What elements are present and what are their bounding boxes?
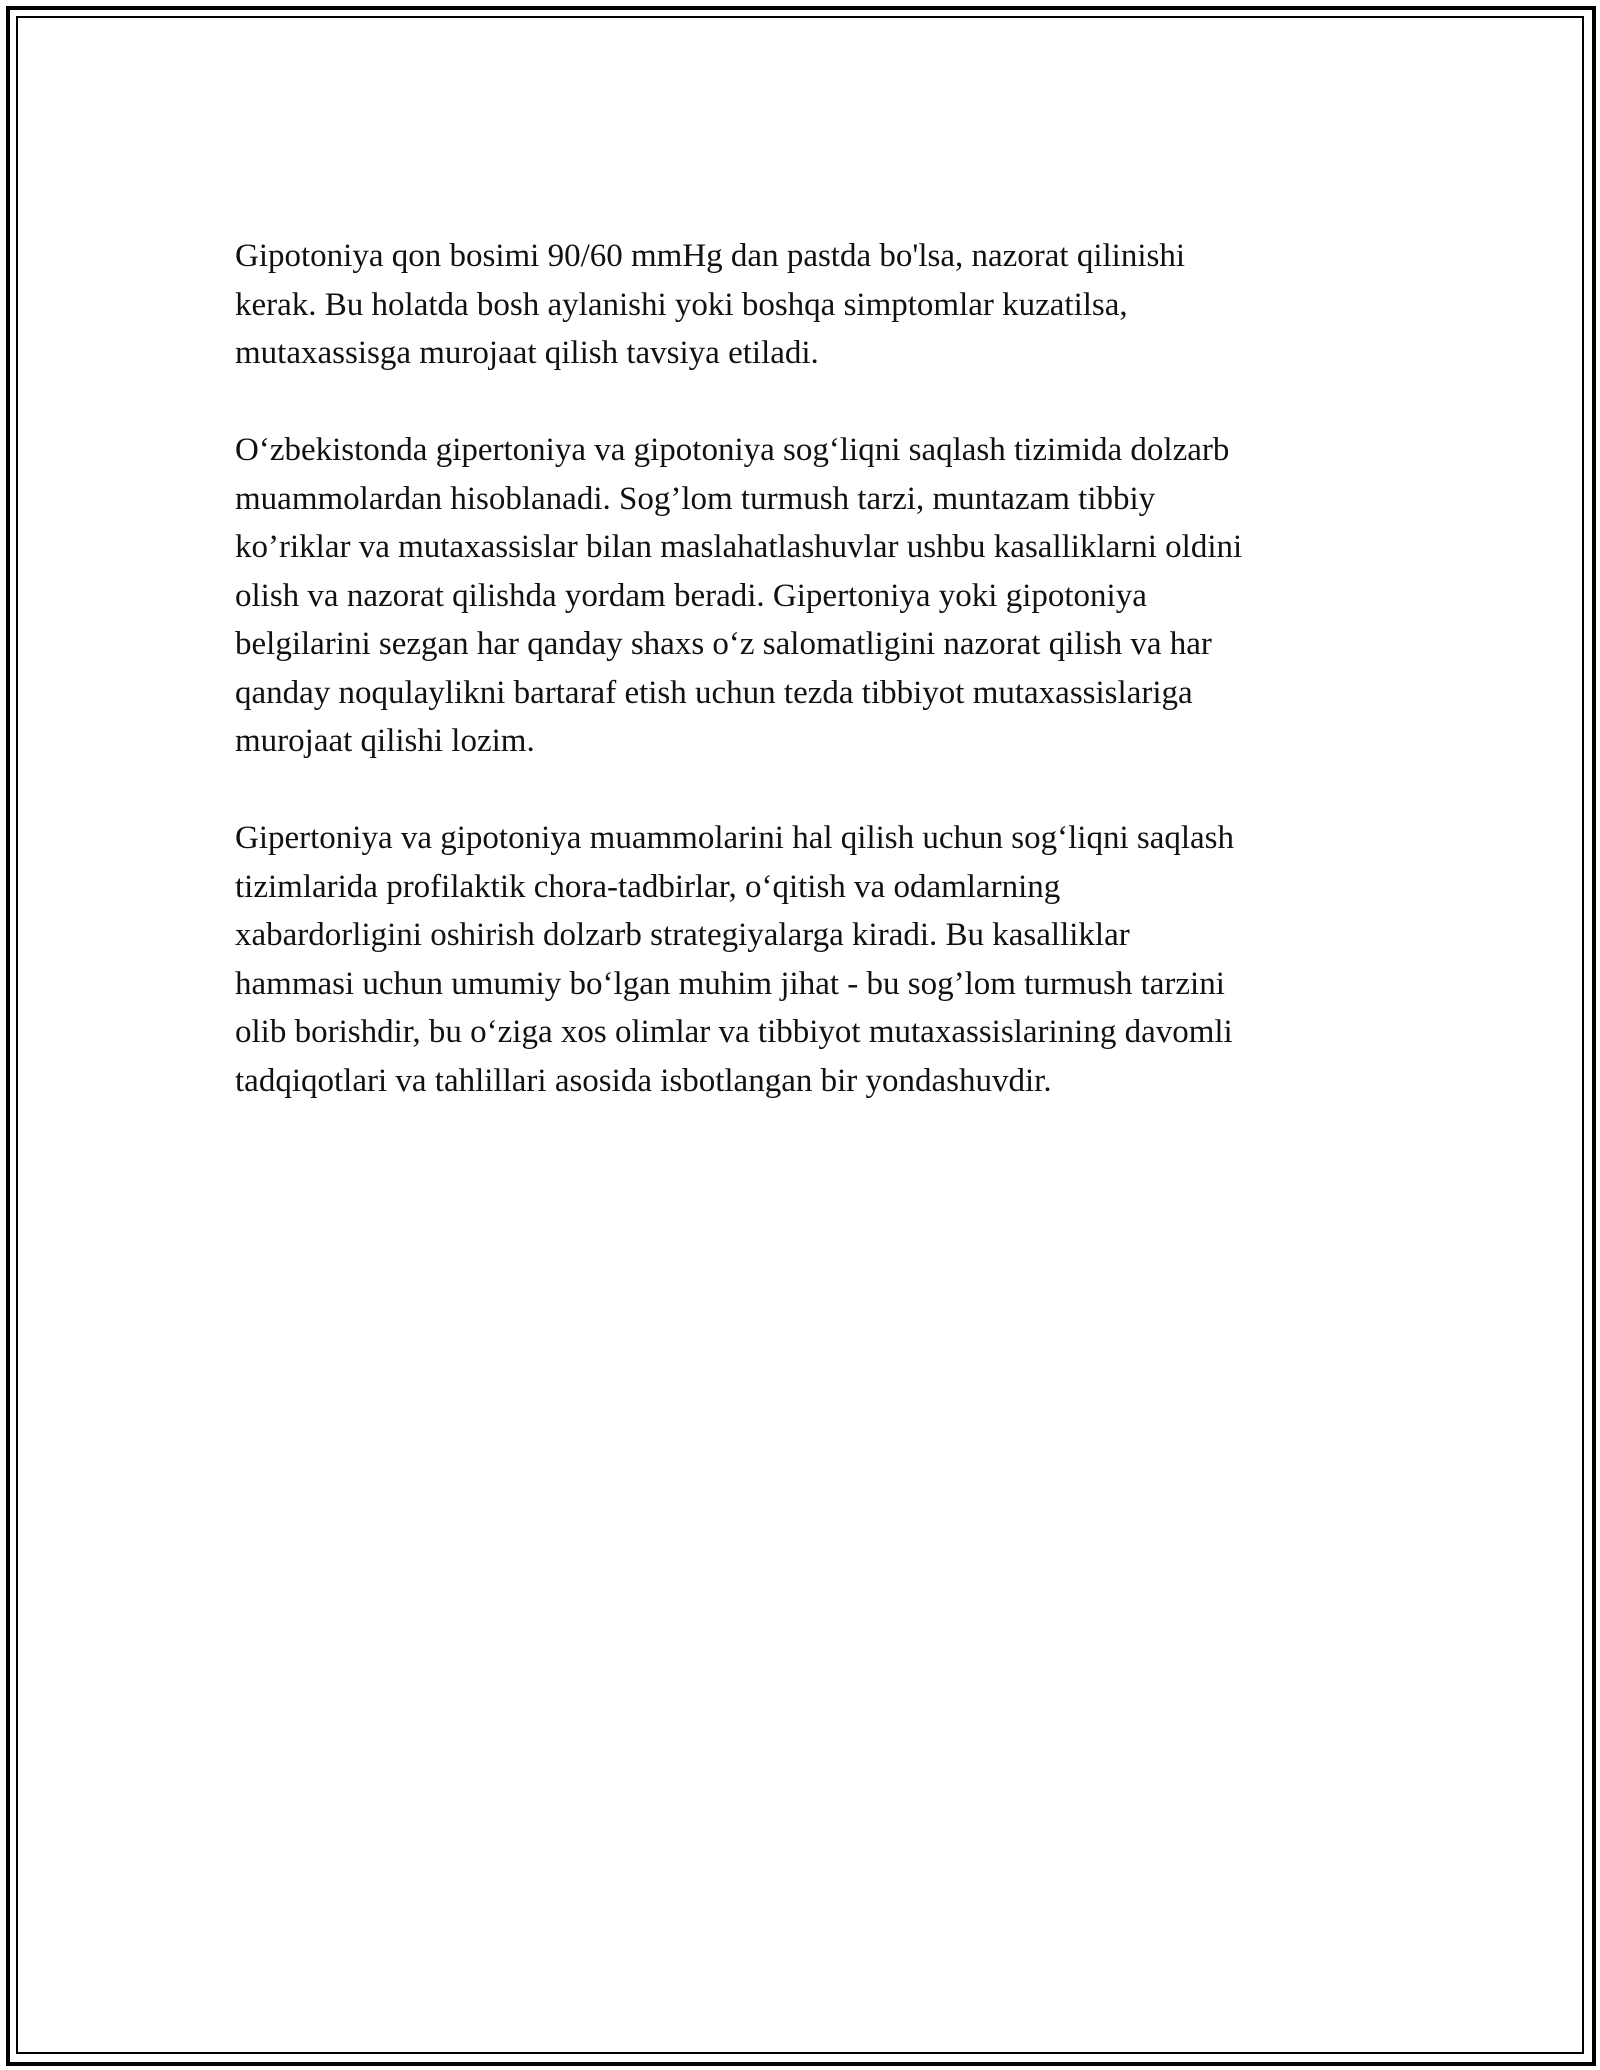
text-line: O‘zbekistonda gipertoniya va gipotoniya sog‘liqni saqlash tizimida dolzarb: [235, 432, 1230, 468]
paragraph-2: [235, 426, 1365, 766]
text-line: belgilarini sezgan har qanday shaxs o‘z salomatligini nazorat qilish va har: [235, 626, 1212, 662]
document-body: [235, 232, 1365, 1154]
text-line: xabardorligini oshirish dolzarb strategiyalarga kiradi. Bu kasalliklar: [235, 917, 1130, 953]
text-line: muammolardan hisoblanadi. Sog’lom turmush tarzi, muntazam tibbiy: [235, 480, 1156, 517]
paragraph-3: [235, 814, 1365, 1105]
text-line: olish va nazorat qilishda yordam beradi. Gipertoniya yoki gipotoniya: [235, 577, 1147, 614]
text-line: qanday noqulaylikni bartaraf etish uchun tezda tibbiyot mutaxassislariga: [235, 674, 1193, 711]
text-line: tizimlarida profilaktik chora-tadbirlar, o‘qitish va odamlarning: [235, 868, 1061, 905]
text-line: tadqiqotlari va tahlillari asosida isbotlangan bir yondashuvdir.: [235, 1062, 1052, 1099]
text-line: murojaat qilishi lozim.: [235, 723, 535, 759]
text-line: ko’riklar va mutaxassislar bilan maslahatlashuvlar ushbu kasalliklarni oldini: [235, 529, 1243, 565]
text-line: hammasi uchun umumiy bo‘lgan muhim jihat - bu sog’lom turmush tarzini: [235, 965, 1225, 1002]
text-line: Gipotoniya qon bosimi 90/60 mmHg dan pastda bo'lsa, nazorat qilinishi: [235, 238, 1186, 274]
text-line: kerak. Bu holatda bosh aylanishi yoki boshqa simptomlar kuzatilsa,: [235, 286, 1128, 323]
text-line: Gipertoniya va gipotoniya muammolarini hal qilish uchun sog‘liqni saqlash: [235, 820, 1235, 856]
paragraph-1: [235, 232, 1365, 378]
text-line: olib borishdir, bu o‘ziga xos olimlar va tibbiyot mutaxassislarining davomli: [235, 1014, 1233, 1050]
text-line: mutaxassisga murojaat qilish tavsiya etiladi.: [235, 335, 819, 371]
